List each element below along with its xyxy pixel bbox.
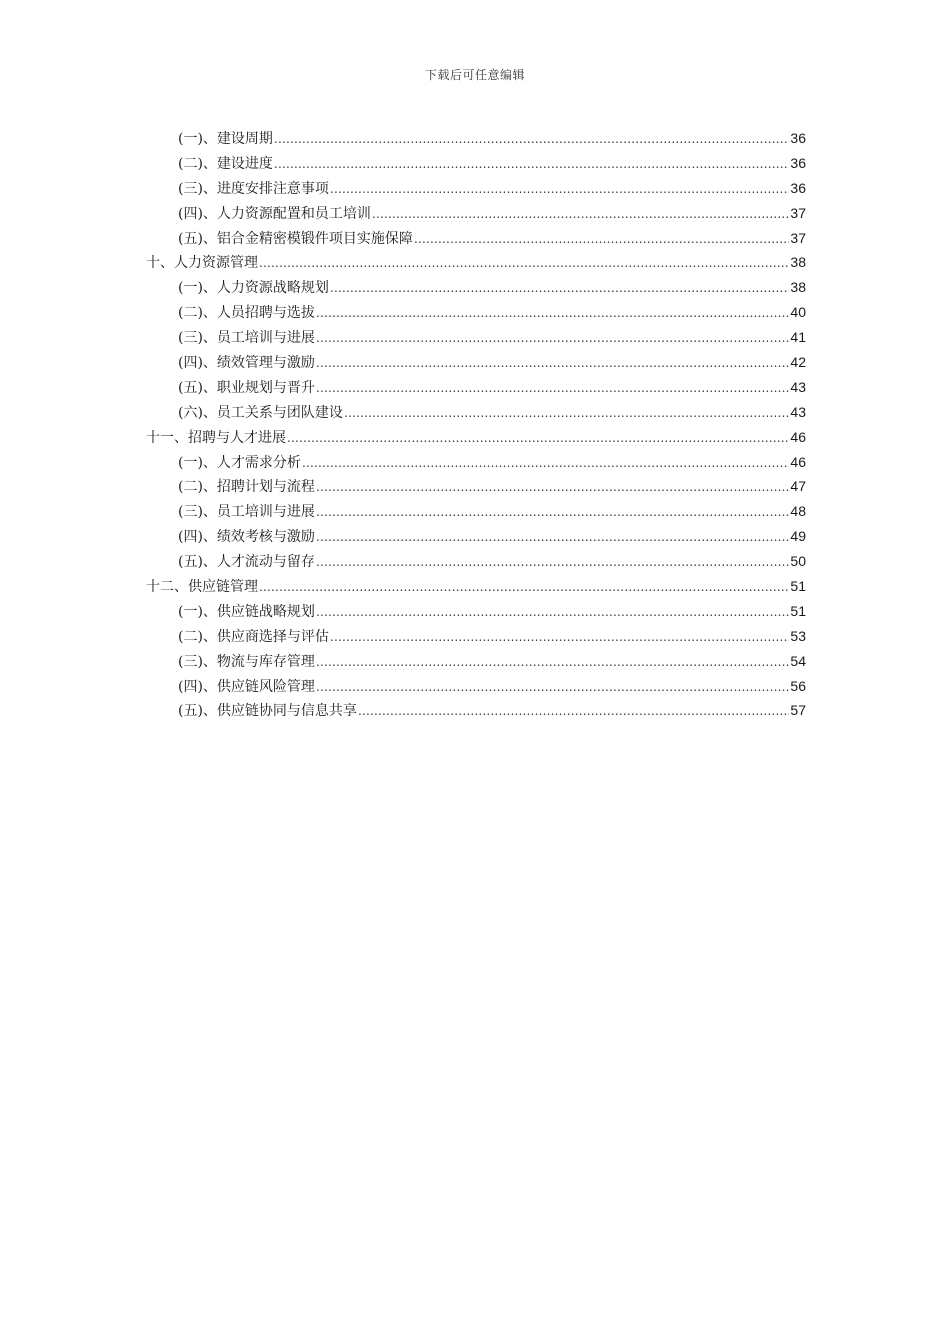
toc-entry-title: 十二、供应链管理 (146, 579, 258, 596)
toc-dot-leader (316, 675, 789, 700)
toc-entry-title: (五)、人才流动与留存 (178, 554, 315, 571)
toc-dot-leader (316, 650, 789, 675)
toc-entry-page-number: 57 (790, 702, 806, 719)
toc-entry[interactable] (146, 524, 806, 549)
toc-entry[interactable] (146, 201, 806, 226)
toc-entry-page-number: 37 (790, 229, 806, 246)
toc-entry-page-number: 41 (790, 329, 806, 346)
toc-entry-title: (六)、员工关系与团队建设 (178, 404, 343, 421)
toc-entry[interactable] (146, 624, 806, 649)
table-of-contents (146, 126, 806, 723)
toc-entry-title: (二)、人员招聘与选拔 (178, 305, 315, 322)
toc-entry[interactable] (146, 474, 806, 499)
toc-entry-title: (一)、供应链战略规划 (178, 603, 315, 620)
toc-dot-leader (316, 376, 789, 401)
toc-entry-page-number: 47 (790, 478, 806, 495)
toc-entry-page-number: 51 (790, 602, 806, 619)
toc-dot-leader (302, 451, 789, 476)
toc-dot-leader (287, 426, 789, 451)
toc-entry[interactable] (146, 300, 806, 325)
toc-entry[interactable] (146, 151, 806, 176)
toc-entry[interactable] (146, 599, 806, 624)
toc-entry-page-number: 48 (790, 503, 806, 520)
toc-entry-page-number: 43 (790, 403, 806, 420)
toc-dot-leader (316, 500, 789, 525)
toc-dot-leader (372, 202, 789, 227)
toc-entry-title: (三)、进度安排注意事项 (178, 180, 329, 197)
toc-dot-leader (259, 251, 789, 276)
toc-entry-title: (三)、员工培训与进展 (178, 330, 315, 347)
toc-dot-leader (316, 326, 789, 351)
toc-dot-leader (274, 152, 789, 177)
toc-entry[interactable] (146, 350, 806, 375)
toc-entry-page-number: 40 (790, 304, 806, 321)
toc-entry-title: (二)、供应商选择与评估 (178, 628, 329, 645)
toc-entry[interactable] (146, 649, 806, 674)
toc-entry[interactable] (146, 549, 806, 574)
toc-dot-leader (358, 699, 789, 724)
toc-entry-title: (三)、员工培训与进展 (178, 504, 315, 521)
toc-dot-leader (330, 276, 789, 301)
toc-entry-page-number: 53 (790, 627, 806, 644)
toc-entry-title: 十、人力资源管理 (146, 255, 258, 272)
toc-entry[interactable] (146, 375, 806, 400)
toc-dot-leader (316, 475, 789, 500)
toc-entry-title: 十一、招聘与人才进展 (146, 429, 286, 446)
toc-entry-title: (一)、建设周期 (178, 131, 273, 147)
toc-entry-title: (五)、供应链协同与信息共享 (178, 703, 357, 720)
toc-entry-page-number: 46 (790, 428, 806, 445)
toc-dot-leader (316, 525, 789, 550)
toc-entry-title: (一)、人力资源战略规划 (178, 280, 329, 297)
toc-entry-page-number: 43 (790, 378, 806, 395)
toc-dot-leader (344, 401, 789, 426)
toc-entry[interactable] (146, 126, 806, 151)
toc-entry-page-number: 54 (790, 652, 806, 669)
toc-entry-title: (三)、物流与库存管理 (178, 653, 315, 670)
toc-entry-title: (四)、绩效管理与激励 (178, 355, 315, 372)
toc-entry-page-number: 46 (790, 453, 806, 470)
toc-entry[interactable] (146, 176, 806, 201)
toc-entry[interactable] (146, 499, 806, 524)
toc-entry[interactable] (146, 275, 806, 300)
toc-entry-title: (一)、人才需求分析 (178, 454, 301, 471)
toc-entry-page-number: 38 (790, 254, 806, 271)
toc-entry-title: (四)、人力资源配置和员工培训 (178, 205, 371, 222)
toc-dot-leader (316, 550, 789, 575)
toc-dot-leader (316, 351, 789, 376)
toc-entry-page-number: 36 (790, 154, 806, 171)
toc-entry[interactable] (146, 425, 806, 450)
toc-entry-page-number: 49 (790, 528, 806, 545)
toc-entry[interactable] (146, 250, 806, 275)
toc-entry-title: (二)、招聘计划与流程 (178, 479, 315, 496)
toc-entry[interactable] (146, 400, 806, 425)
toc-entry-title: (五)、铝合金精密模锻件项目实施保障 (178, 230, 413, 247)
toc-dot-leader (316, 301, 789, 326)
toc-entry-title: (五)、职业规划与晋升 (178, 379, 315, 396)
toc-entry-page-number: 56 (790, 677, 806, 694)
toc-entry-page-number: 37 (790, 204, 806, 221)
toc-entry[interactable] (146, 226, 806, 251)
toc-entry[interactable] (146, 698, 806, 723)
toc-entry-page-number: 42 (790, 354, 806, 371)
page-header-note: 下载后可任意编辑 (424, 68, 525, 82)
toc-dot-leader (414, 227, 789, 252)
toc-entry[interactable] (146, 574, 806, 599)
toc-entry[interactable] (146, 674, 806, 699)
toc-entry-page-number: 50 (790, 553, 806, 570)
toc-dot-leader (316, 600, 789, 625)
toc-entry-title: (二)、建设进度 (178, 155, 273, 172)
toc-entry-page-number: 38 (790, 279, 806, 296)
toc-entry[interactable] (146, 450, 806, 475)
toc-dot-leader (274, 127, 789, 152)
toc-dot-leader (330, 625, 789, 650)
toc-entry[interactable] (146, 325, 806, 350)
toc-entry-title: (四)、供应链风险管理 (178, 678, 315, 695)
toc-entry-page-number: 36 (790, 179, 806, 196)
toc-dot-leader (330, 177, 789, 202)
toc-entry-title: (四)、绩效考核与激励 (178, 529, 315, 546)
toc-entry-page-number: 51 (790, 578, 806, 595)
toc-entry-page-number: 36 (790, 130, 806, 146)
toc-dot-leader (259, 575, 789, 600)
